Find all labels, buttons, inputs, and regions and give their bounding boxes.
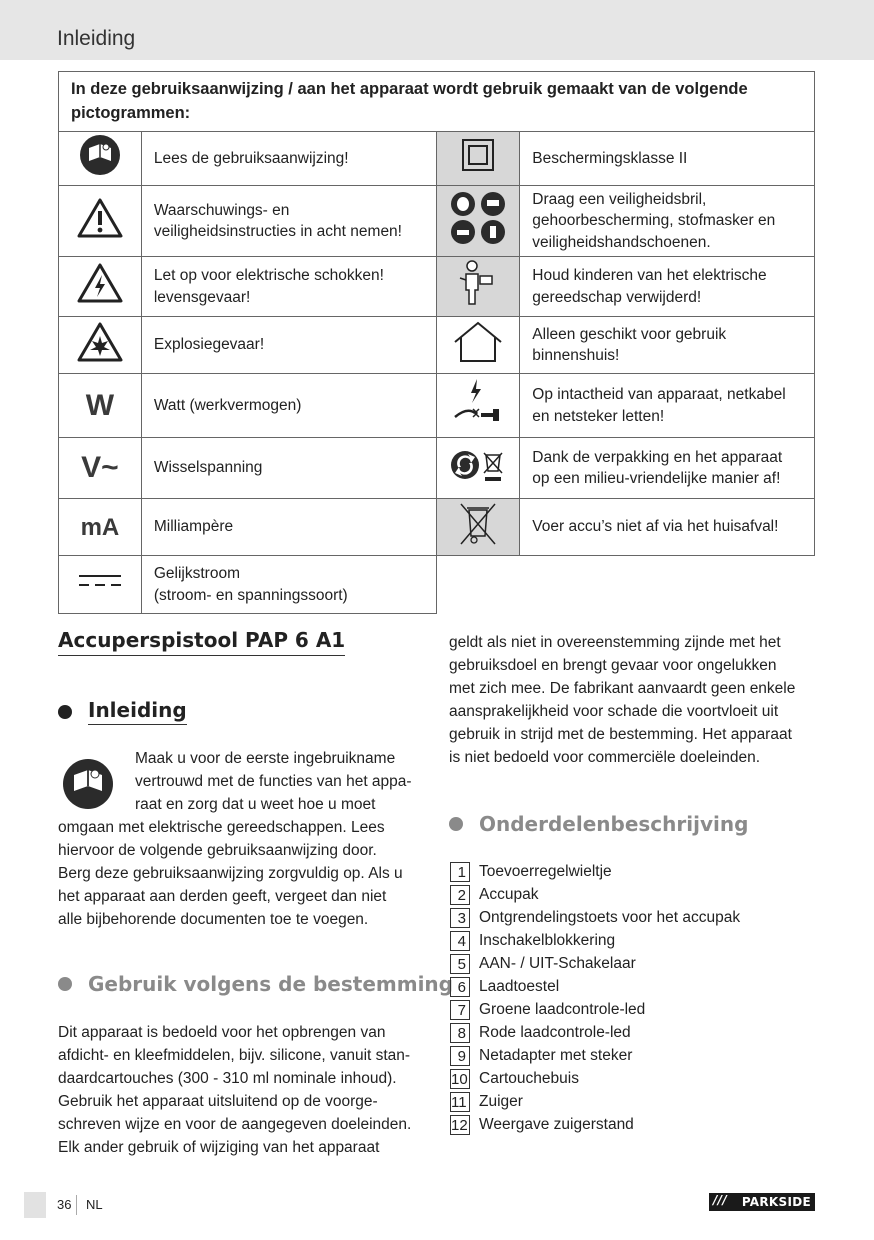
- picto-text: Dank de verpakking en het apparaat op een milieu-vriendelijke manier af!: [520, 438, 815, 499]
- dc-label: Gelijkstroom: [153, 565, 240, 583]
- text-line: raat en zorg dat u weet hoe u moet: [135, 796, 376, 813]
- picto-text: Explosiegevaar!: [141, 317, 437, 374]
- electric-shock-icon: [59, 257, 142, 317]
- text-line: hiervoor de volgende gebruiksaanwijzing door.: [58, 842, 377, 859]
- part-label: Rode laadcontrole-led: [479, 1023, 631, 1041]
- dc-sublabel: (stroom- en spanningssoort): [153, 586, 348, 604]
- part-number: 11: [450, 1092, 470, 1112]
- part-number: 6: [450, 977, 470, 997]
- list-item: [450, 929, 740, 952]
- list-item: [450, 998, 740, 1021]
- usage-paragraph-continued: [449, 631, 795, 769]
- list-item: [450, 883, 740, 906]
- bullet-dot: [58, 705, 72, 719]
- brand-slashes: ///: [713, 1193, 728, 1207]
- brand-name: PARKSIDE: [741, 1195, 811, 1209]
- part-label: Cartouchebuis: [479, 1069, 579, 1087]
- part-label: Groene laadcontrole-led: [479, 1000, 646, 1018]
- page-number: 36: [57, 1197, 72, 1212]
- list-item: [450, 1113, 740, 1136]
- pictogram-table-heading: In deze gebruiksaanwijzing / aan het apparaat wordt gebruik gemaakt van de volgende pictogrammen:: [59, 72, 815, 132]
- part-label: Toevoerregelwieltje: [479, 862, 612, 880]
- picto-text: Let op voor elektrische schokken! levensgevaar!: [141, 257, 437, 317]
- text-line: alle bijbehorende documenten toe te voegen.: [58, 911, 369, 928]
- list-item: [450, 906, 740, 929]
- parts-heading: [449, 812, 748, 836]
- keep-children-away-icon: [437, 257, 520, 317]
- alternating-voltage-symbol: V~: [59, 438, 142, 499]
- part-label: Laadtoestel: [479, 977, 560, 995]
- text-line: Elk ander gebruik of wijziging van het apparaat: [58, 1139, 380, 1156]
- picto-text: [141, 556, 437, 614]
- list-item: [450, 1090, 740, 1113]
- part-number: 4: [450, 931, 470, 951]
- part-number: 12: [450, 1115, 470, 1135]
- recycle-icon: [437, 438, 520, 499]
- part-number: 3: [450, 908, 470, 928]
- text-line: met zich mee. De fabrikant aanvaardt geen enkele: [449, 680, 796, 697]
- text-line: geldt als niet in overeenstemming zijnde met het: [449, 634, 781, 651]
- footer-divider: [76, 1195, 77, 1215]
- usage-heading: [58, 972, 453, 996]
- empty-cell: [437, 556, 815, 614]
- text-line: daardcartouches (300 - 310 ml nominale inhoud).: [58, 1070, 397, 1087]
- intro-paragraph-indented: [135, 747, 412, 816]
- list-item: [450, 952, 740, 975]
- picto-text: Alleen geschikt voor gebruik binnenshuis!: [520, 317, 815, 374]
- part-label: Netadapter met steker: [479, 1046, 633, 1064]
- text-line: schreven wijze en voor de aangegeven doeleinden.: [58, 1116, 412, 1133]
- list-item: [450, 860, 740, 883]
- part-label: Ontgrendelingstoets voor het accupak: [479, 908, 741, 926]
- language-code: NL: [86, 1197, 103, 1212]
- picto-text: Draag een veiligheidsbril, gehoorbescherming, stofmasker en veiligheidshandschoenen.: [520, 186, 815, 257]
- text-line: Dit apparaat is bedoeld voor het opbrengen van: [58, 1024, 386, 1041]
- brand-logo: [709, 1193, 815, 1211]
- part-number: 7: [450, 1000, 470, 1020]
- indoor-use-icon: [437, 317, 520, 374]
- pictogram-table: [58, 71, 815, 614]
- part-number: 8: [450, 1023, 470, 1043]
- picto-text: Wisselspanning: [141, 438, 437, 499]
- protection-class-2-icon: [437, 132, 520, 186]
- text-line: afdicht- en kleefmiddelen, bijv. silicone, vanuit stan-: [58, 1047, 411, 1064]
- text-line: omgaan met elektrische gereedschappen. Lees: [58, 819, 385, 836]
- part-label: Weergave zuigerstand: [479, 1115, 634, 1133]
- part-number: 10: [450, 1069, 470, 1089]
- read-manual-icon: [59, 132, 142, 186]
- list-item: [450, 975, 740, 998]
- part-label: Accupak: [479, 885, 539, 903]
- picto-text: Houd kinderen van het elektrische gereedschap verwijderd!: [520, 257, 815, 317]
- ppe-icons: [437, 186, 520, 257]
- intro-heading-text: Inleiding: [88, 698, 187, 725]
- picto-text: Waarschuwings- en veiligheidsinstructies in acht nemen!: [141, 186, 437, 257]
- text-line: Berg deze gebruiksaanwijzing zorgvuldig op. Als u: [58, 865, 403, 882]
- list-item: [450, 1044, 740, 1067]
- page-title: Inleiding: [57, 27, 136, 50]
- list-item: [450, 1067, 740, 1090]
- explosion-icon: [59, 317, 142, 374]
- read-manual-icon: [61, 757, 115, 815]
- part-label: Inschakelblokkering: [479, 931, 616, 949]
- picto-text: Milliampère: [141, 499, 437, 556]
- part-number: 1: [450, 862, 470, 882]
- milliampere-symbol: mA: [59, 499, 142, 556]
- text-line: Gebruik het apparaat uitsluitend op de voorge-: [58, 1093, 378, 1110]
- bullet-dot: [58, 977, 72, 991]
- text-line: is niet bedoeld voor commerciële doeleinden.: [449, 749, 761, 766]
- text-line: gebruik in strijd met de bestemming. Het apparaat: [449, 726, 792, 743]
- part-number: 9: [450, 1046, 470, 1066]
- picto-text: Op intactheid van apparaat, netkabel en netsteker letten!: [520, 374, 815, 438]
- footer-box: [24, 1192, 46, 1218]
- bullet-dot: [449, 817, 463, 831]
- usage-paragraph: [58, 1021, 411, 1159]
- picto-text: Voer accu’s niet af via het huisafval!: [520, 499, 815, 556]
- parts-heading-text: Onderdelenbeschrijving: [479, 812, 749, 836]
- list-item: [450, 1021, 740, 1044]
- direct-current-icon: [59, 556, 142, 614]
- watt-symbol: W: [59, 374, 142, 438]
- product-title: Accuperspistool PAP 6 A1: [58, 628, 345, 656]
- text-line: Maak u voor de eerste ingebruikname: [135, 750, 396, 767]
- intro-heading: [58, 698, 187, 725]
- damaged-cable-icon: [437, 374, 520, 438]
- part-label: AAN- / UIT-Schakelaar: [479, 954, 636, 972]
- text-line: vertrouwd met de functies van het appa-: [135, 773, 412, 790]
- part-label: Zuiger: [479, 1092, 523, 1110]
- text-line: aansprakelijkheid voor schade die voortvloeit uit: [449, 703, 779, 720]
- warning-icon: [59, 186, 142, 257]
- part-number: 5: [450, 954, 470, 974]
- text-line: gebruiksdoel en brengt gevaar voor ongelukken: [449, 657, 777, 674]
- no-battery-waste-icon: [437, 499, 520, 556]
- parts-list: [450, 860, 740, 1136]
- usage-heading-text: Gebruik volgens de bestemming: [88, 972, 453, 996]
- part-number: 2: [450, 885, 470, 905]
- text-line: het apparaat aan derden geeft, vergeet dan niet: [58, 888, 387, 905]
- picto-text: Lees de gebruiksaanwijzing!: [141, 132, 437, 186]
- picto-text: Beschermingsklasse II: [520, 132, 815, 186]
- intro-paragraph: [58, 816, 403, 931]
- picto-text: Watt (werkvermogen): [141, 374, 437, 438]
